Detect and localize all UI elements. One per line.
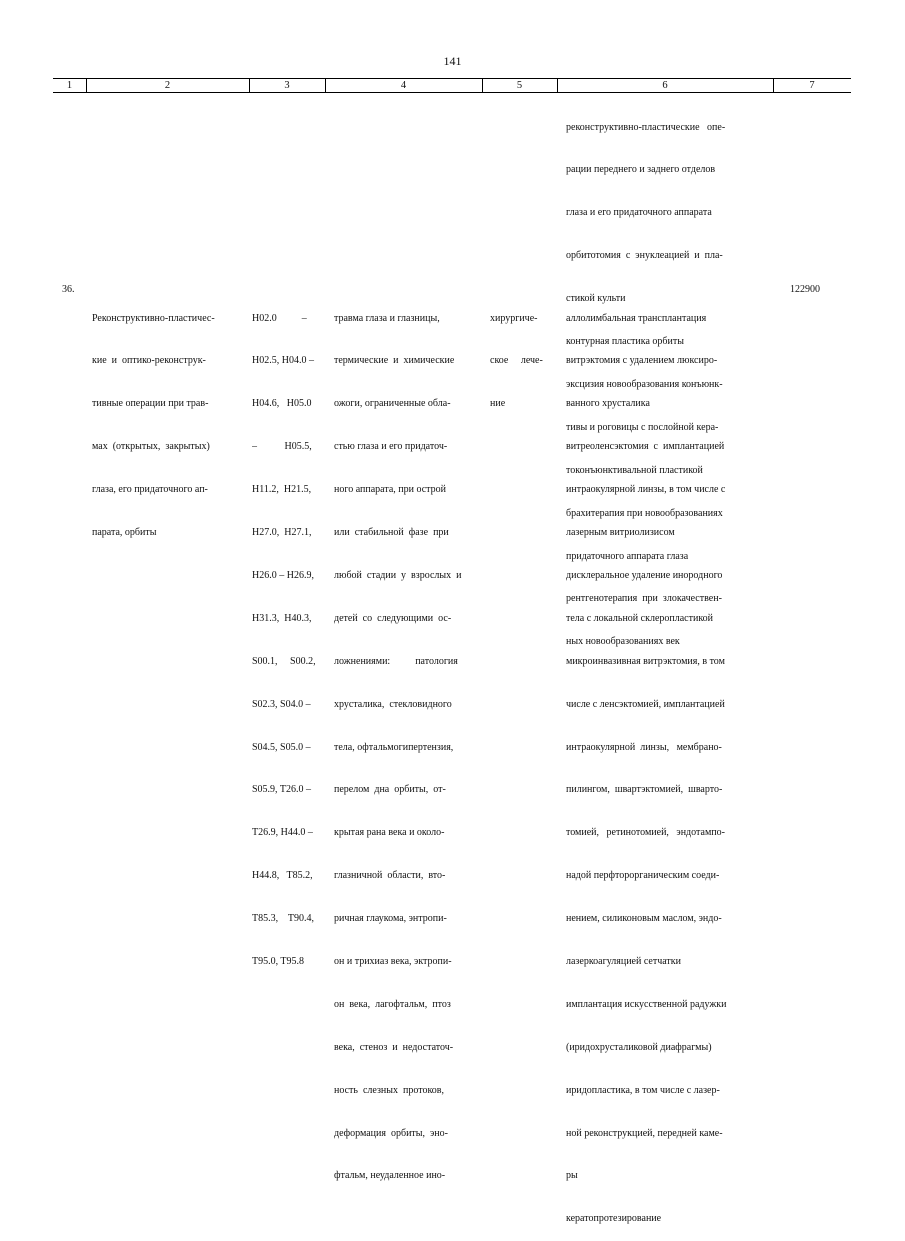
name-line: парата, орбиты — [92, 527, 157, 539]
code-line: – H05.5, — [252, 441, 312, 453]
methods-line: тела с локальной склеропластикой — [566, 612, 714, 624]
code-line: S02.3, S04.0 – — [252, 698, 311, 710]
methods-line: глаза и его придаточного аппарата — [566, 207, 712, 219]
methods-line: интраокулярной линзы, мембрано- — [566, 741, 722, 753]
model-line: термические и химические — [334, 355, 455, 367]
methods-line: дисклеральное удаление инородного — [566, 569, 723, 581]
name-line: глаза, его придаточного ап- — [92, 484, 208, 496]
methods-line: лазерным витриолизисом — [566, 527, 675, 539]
methods-line: ры — [566, 1170, 578, 1182]
methods-line: (иридохрусталиковой диафрагмы) — [566, 1041, 712, 1053]
model-line: фтальм, неудаленное ино- — [334, 1170, 446, 1182]
model-line: крытая рана века и около- — [334, 827, 445, 839]
methods-line: брахитерапия при новообразованиях — [566, 507, 723, 519]
methods-line: пилингом, швартэктомией, шварто- — [566, 784, 723, 796]
methods-line: нением, силиконовым маслом, эндо- — [566, 913, 722, 925]
methods-line: ных новообразованиях век — [566, 636, 680, 648]
model-line: глазничной области, вто- — [334, 870, 446, 882]
methods-line: витреоленсэктомия с имплантацией — [566, 441, 725, 453]
name-line: тивные операции при трав- — [92, 398, 209, 410]
icd-codes-cell — [252, 283, 324, 984]
model-line: или стабильной фазе при — [334, 527, 449, 539]
methods-line: тивы и роговицы с послойной кера- — [566, 421, 719, 433]
code-line: H26.0 – H26.9, — [252, 569, 314, 581]
model-line: ного аппарата, при острой — [334, 484, 446, 496]
table-header-row — [53, 78, 851, 93]
code-line: H02.5, H04.0 – — [252, 355, 314, 367]
model-line: детей со следующими ос- — [334, 612, 452, 624]
model-line: он века, лагофтальм, птоз — [334, 998, 451, 1010]
treatment-line: ское лече- — [490, 355, 543, 367]
treatment-type-cell — [490, 283, 554, 426]
methods-line: числе с ленсэктомией, имплантацией — [566, 698, 725, 710]
header-col-7: 7 — [809, 80, 815, 91]
operation-name-cell — [92, 283, 240, 555]
methods-line: интраокулярной линзы, в том числе с — [566, 484, 726, 496]
code-line: H04.6, H05.0 — [252, 398, 312, 410]
model-line: перелом дна орбиты, от- — [334, 784, 446, 796]
treatment-methods-cell — [566, 283, 759, 1241]
methods-line: контурная пластика орбиты — [566, 336, 684, 348]
methods-line: микроинвазивная витрэктомия, в том — [566, 655, 725, 667]
methods-line: иридопластика, в том числе с лазер- — [566, 1084, 720, 1096]
methods-line: рации переднего и заднего отделов — [566, 164, 716, 176]
methods-line: ванного хрусталика — [566, 398, 650, 410]
model-line: хрусталика, стекловидного — [334, 698, 452, 710]
model-line: ложнениями: патология — [334, 655, 458, 667]
model-line: стью глаза и его придаточ- — [334, 441, 448, 453]
methods-line: орбитотомия с энуклеацией и пла- — [566, 250, 723, 262]
methods-line: эксцизия новообразования конъюнк- — [566, 378, 723, 390]
code-line: H11.2, H21.5, — [252, 484, 312, 496]
methods-line: лазеркоагуляцией сетчатки — [566, 955, 682, 967]
name-line: Реконструктивно-пластичес- — [92, 312, 215, 324]
header-col-1: 1 — [66, 80, 73, 91]
methods-line: реконструктивно-пластические опе- — [566, 121, 726, 133]
code-line: T85.3, T90.4, — [252, 913, 315, 925]
model-line: деформация орбиты, эно- — [334, 1127, 448, 1139]
model-line: тела, офтальмогипертензия, — [334, 741, 454, 753]
header-col-5: 5 — [516, 80, 523, 91]
code-line: H44.8, T85.2, — [252, 870, 313, 882]
code-line: T95.0, T95.8 — [252, 955, 305, 967]
methods-line: токонъюнктивальной пластикой — [566, 464, 703, 476]
model-line: ность слезных протоков, — [334, 1084, 445, 1096]
methods-line: придаточного аппарата глаза — [566, 550, 689, 562]
methods-line: имплантация искусственной радужки — [566, 998, 727, 1010]
model-line: ричная глаукома, энтропи- — [334, 913, 447, 925]
model-line: травма глаза и глазницы, — [334, 312, 440, 324]
header-col-6: 6 — [662, 80, 668, 91]
methods-line: томией, ретинотомией, эндотампо- — [566, 827, 725, 839]
code-line: S00.1, S00.2, — [252, 655, 316, 667]
methods-line: ной реконструкцией, передней каме- — [566, 1127, 723, 1139]
code-line: S04.5, S05.0 – — [252, 741, 311, 753]
name-line: мах (открытых, закрытых) — [92, 441, 210, 453]
methods-line: рентгенотерапия при злокачествен- — [566, 593, 722, 605]
code-line: H02.0 – — [252, 312, 307, 324]
code-line: S05.9, T26.0 – — [252, 784, 311, 796]
methods-line: кератопротезирование — [566, 1213, 662, 1225]
methods-line: стикой культи — [566, 293, 626, 305]
page-number: 141 — [443, 54, 462, 68]
header-col-4: 4 — [400, 80, 407, 91]
code-line: H31.3, H40.3, — [252, 612, 312, 624]
treatment-line: ние — [490, 398, 506, 410]
treatment-line: хирургиче- — [490, 312, 538, 324]
cost-cell: 122900 — [790, 284, 820, 295]
methods-line: витрэктомия с удалением люксиро- — [566, 355, 718, 367]
methods-line: надой перфторорганическим соеди- — [566, 870, 720, 882]
header-col-3: 3 — [284, 80, 290, 91]
code-line: H27.0, H27.1, — [252, 527, 312, 539]
model-line: ожоги, ограниченные обла- — [334, 398, 451, 410]
model-line: любой стадии у взрослых и — [334, 569, 462, 581]
patient-model-cell — [334, 283, 478, 1198]
row-number: 36. — [62, 284, 75, 295]
header-col-2: 2 — [164, 80, 171, 91]
name-line: кие и оптико-реконструк- — [92, 355, 206, 367]
methods-line: аллолимбальная трансплантация — [566, 312, 707, 324]
model-line: века, стеноз и недостаточ- — [334, 1041, 454, 1053]
code-line: T26.9, H44.0 – — [252, 827, 313, 839]
model-line: он и трихиаз века, эктропи- — [334, 955, 452, 967]
